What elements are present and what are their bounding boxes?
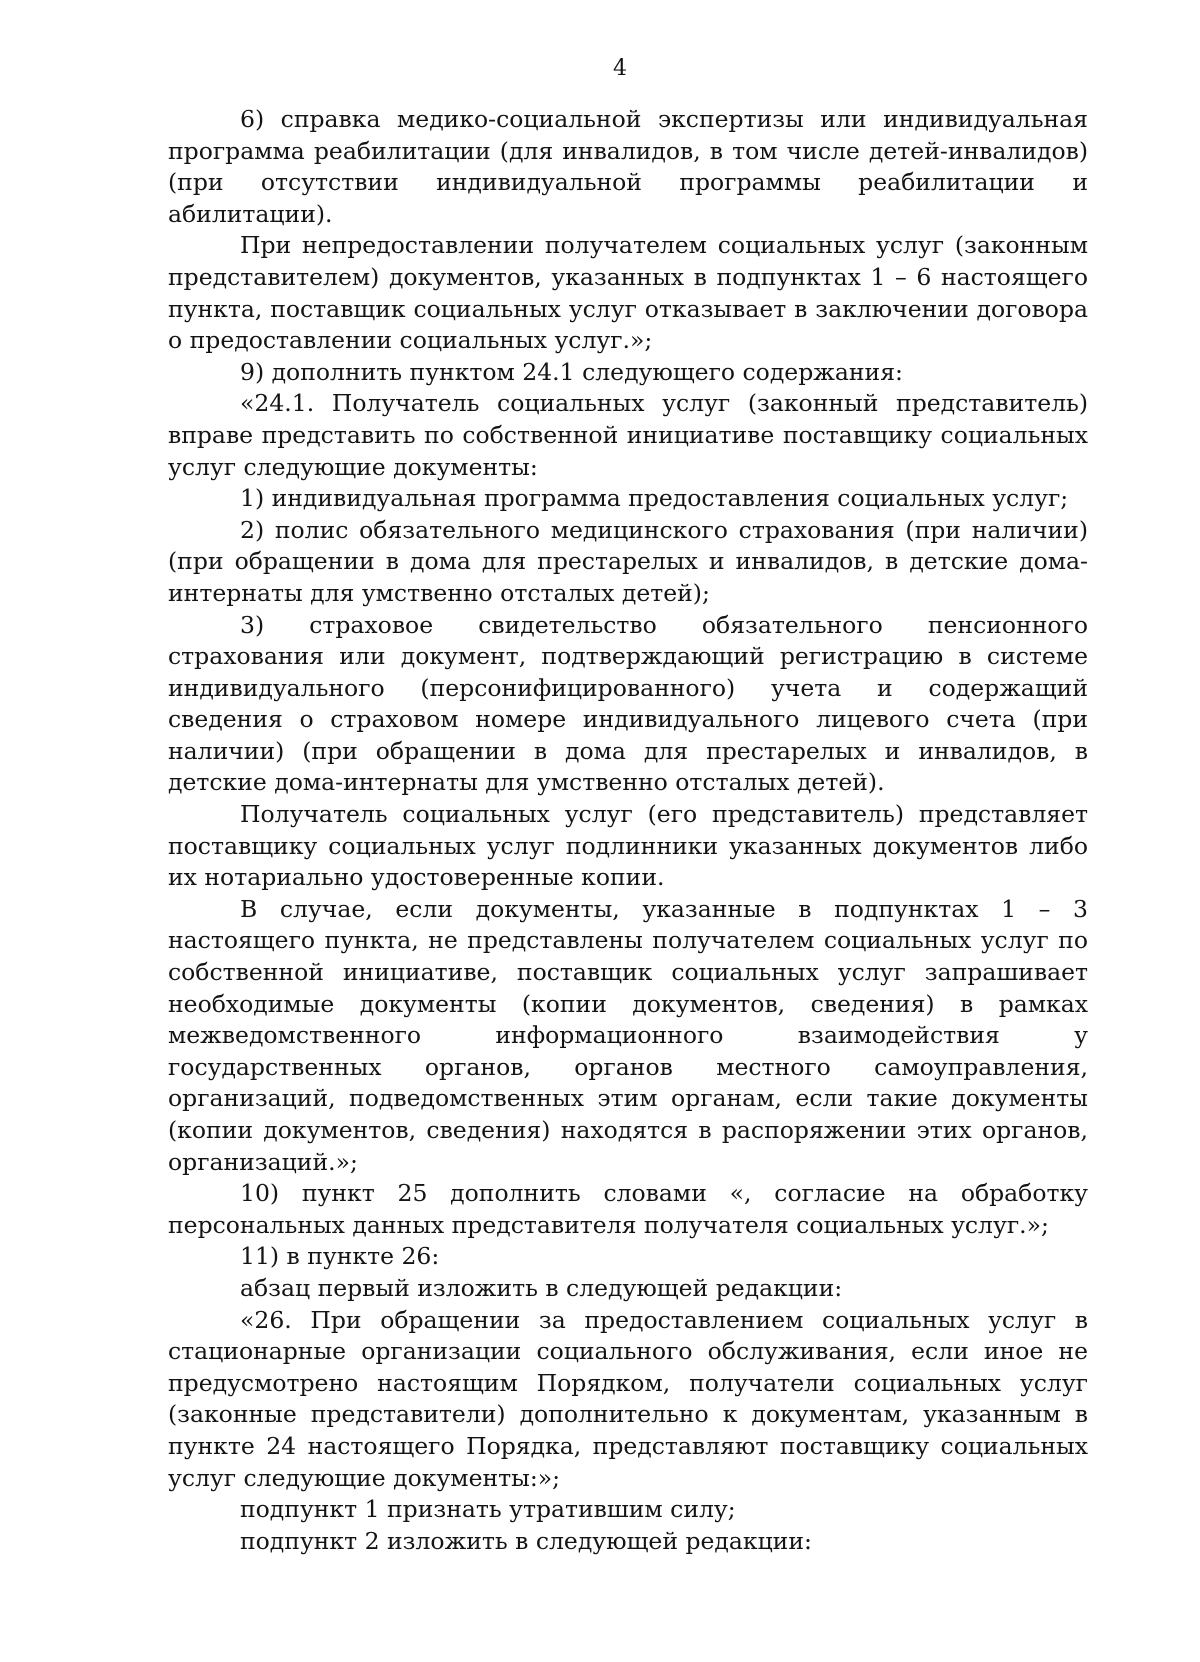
paragraph: подпункт 2 изложить в следующей редакции: <box>240 1526 812 1555</box>
paragraph: 6) справка медико-социальной экспертизы или индивидуальная программа реабилитации (для инвалидов, в том числе детей-инвалидов) (при отсутствии индивидуальной программы реабилитации и абилитации). <box>168 105 1088 228</box>
paragraph: 3) страховое свидетельство обязательного пенсионного страхования или документ, подтверждающий регистрацию в системе индивидуального (персонифицированного) учета и содержащий сведения о страховом номере индивидуального лицевого счета (при наличии) (при обращении в дома для престарелых и инвалидов, в детские дома-интернаты для умственно отсталых детей). <box>168 610 1088 797</box>
paragraph: 9) дополнить пунктом 24.1 следующего содержания: <box>240 357 903 386</box>
paragraph: «26. При обращении за предоставлением социальных услуг в стационарные организации социального обслуживания, если иное не предусмотрено настоящим Порядком, получатели социальных услуг (законные представители) дополнительно к документам, указанным в пункте 24 настоящего Порядка, представляют поставщику социальных услуг следующие документы:»; <box>168 1305 1088 1492</box>
paragraph: «24.1. Получатель социальных услуг (законный представитель) вправе представить по собственной инициативе поставщику социальных услуг следующие документы: <box>168 389 1088 481</box>
paragraph: 11) в пункте 26: <box>240 1242 440 1271</box>
paragraph: подпункт 1 признать утратившим силу; <box>240 1495 736 1524</box>
paragraph: 2) полис обязательного медицинского страхования (при наличии) (при обращении в дома для престарелых и инвалидов, в детские дома-интернаты для умственно отсталых детей); <box>168 515 1088 607</box>
paragraph: 1) индивидуальная программа предоставления социальных услуг; <box>240 484 1069 513</box>
page-number: 4 <box>613 56 627 81</box>
paragraph: 10) пункт 25 дополнить словами «, согласие на обработку персональных данных представителя получателя социальных услуг.»; <box>168 1179 1088 1239</box>
document-body <box>168 104 1088 1557</box>
paragraph: В случае, если документы, указанные в подпунктах 1 – 3 настоящего пункта, не представлены получателем социальных услуг по собственной инициативе, поставщик социальных услуг запрашивает необходимые документы (копии документов, сведения) в рамках межведомственного информационного взаимодействия у государственных органов, органов местного самоуправления, организаций, подведомственных этим органам, если такие документы (копии документов, сведения) находятся в распоряжении этих органов, организаций.»; <box>168 894 1088 1176</box>
paragraph: Получатель социальных услуг (его представитель) представляет поставщику социальных услуг подлинники указанных документов либо их нотариально удостоверенные копии. <box>168 800 1088 892</box>
paragraph: При непредоставлении получателем социальных услуг (законным представителем) документов, указанных в подпунктах 1 – 6 настоящего пункта, поставщик социальных услуг отказывает в заключении договора о предоставлении социальных услуг.»; <box>168 231 1088 355</box>
paragraph: абзац первый изложить в следующей редакции: <box>240 1273 843 1302</box>
